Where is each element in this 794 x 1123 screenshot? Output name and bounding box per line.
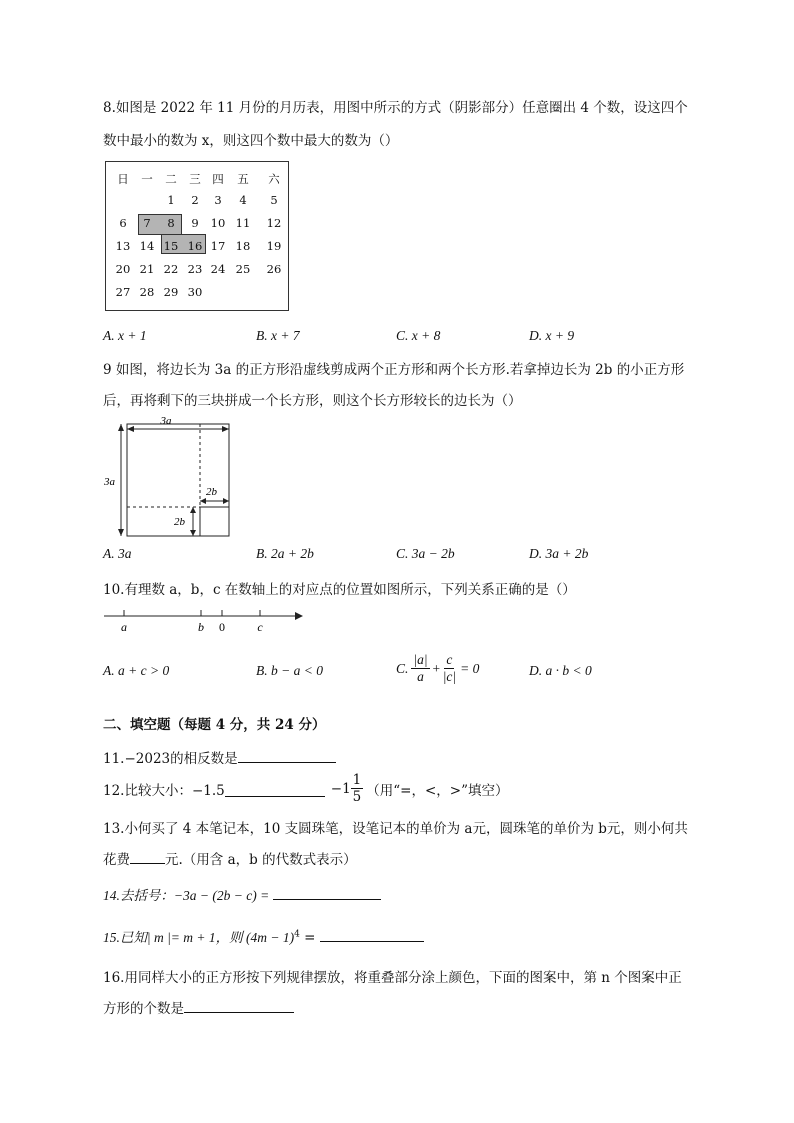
q15-prefix: 15.已知| m |= m + 1，则 (4m − 1) bbox=[103, 930, 295, 945]
q13-answer-blank[interactable] bbox=[130, 862, 165, 864]
q8-option-b: B. x + 7 bbox=[256, 328, 300, 343]
number-line bbox=[100, 604, 310, 636]
q15 bbox=[103, 926, 424, 946]
calendar-header: 四 bbox=[212, 172, 224, 186]
q11 bbox=[103, 747, 336, 767]
calendar-day: 2 bbox=[191, 193, 199, 207]
q16-line2 bbox=[103, 997, 294, 1017]
calendar-day: 12 bbox=[266, 216, 282, 230]
calendar-day: 26 bbox=[266, 262, 282, 276]
q10-option-d: D. a · b < 0 bbox=[529, 663, 592, 678]
calendar-header: 二 bbox=[165, 172, 177, 186]
calendar-day: 9 bbox=[191, 216, 199, 230]
calendar-day: 24 bbox=[210, 262, 226, 276]
q8-line2: 数中最小的数为 x，则这四个数中最大的数为（） bbox=[103, 133, 399, 149]
q13-line2 bbox=[103, 848, 357, 868]
calendar-day: 5 bbox=[270, 193, 278, 207]
calendar-day: 15 bbox=[163, 239, 179, 253]
q14-text: 14.去括号：−3a − (2b − c) = bbox=[103, 888, 270, 903]
q12-mid: −1 bbox=[330, 780, 351, 797]
q10-c-den2: |c| bbox=[442, 669, 457, 684]
q10-c-frac2 bbox=[443, 652, 456, 685]
calendar-day: 19 bbox=[266, 239, 282, 253]
calendar-day: 20 bbox=[115, 262, 131, 276]
calendar-day: 23 bbox=[187, 262, 203, 276]
q10-c-plus: + bbox=[431, 660, 441, 676]
section-title: 二、填空题（每题 4 分，共 24 分） bbox=[103, 717, 326, 733]
calendar-header: 六 bbox=[268, 172, 280, 186]
calendar-day: 29 bbox=[163, 285, 179, 299]
q8-option-a: A. x + 1 bbox=[103, 328, 147, 343]
q9-option-d: D. 3a + 2b bbox=[529, 546, 589, 561]
axis-label-zero: 0 bbox=[219, 620, 225, 634]
axis-label-c: c bbox=[257, 620, 263, 634]
q16-answer-blank[interactable] bbox=[184, 1011, 294, 1013]
q12-answer-blank[interactable] bbox=[225, 795, 325, 797]
q10-c-num1: |a| bbox=[413, 652, 428, 667]
q9-option-c: C. 3a − 2b bbox=[396, 546, 455, 561]
calendar-header: 五 bbox=[237, 172, 249, 186]
calendar-header: 日 bbox=[117, 172, 129, 186]
fig-label-right: 2b bbox=[206, 486, 217, 498]
q10-c-frac1 bbox=[411, 652, 429, 685]
q13-line1: 13.小何买了 4 本笔记本，10 支圆珠笔，设笔记本的单价为 a元，圆珠笔的单价为 b元，则小何共 bbox=[103, 821, 688, 837]
q12-fraction bbox=[351, 772, 364, 805]
q10-c-den1: a bbox=[417, 669, 424, 684]
q10-option-c bbox=[396, 652, 479, 685]
q8-option-d: D. x + 9 bbox=[529, 328, 575, 343]
q16-line1: 16.用同样大小的正方形按下列规律摆放，将重叠部分涂上颜色，下面的图案中，第 n 个图案中正 bbox=[103, 970, 682, 986]
q8-line1: 8.如图是 2022 年 11 月份的月历表，用图中所示的方式（阴影部分）任意圈出 4 个数，设这四个 bbox=[103, 100, 688, 116]
q11-text: 11.−2023的相反数是 bbox=[103, 751, 238, 767]
axis-label-a: a bbox=[121, 620, 127, 634]
calendar-day: 7 bbox=[143, 216, 151, 230]
q13-suffix: 元.（用含 a，b 的代数式表示） bbox=[165, 852, 357, 868]
q12-prefix: 12.比较大小：−1.5 bbox=[103, 782, 225, 799]
q14-answer-blank[interactable] bbox=[273, 898, 381, 900]
fig-label-bottom: 2b bbox=[174, 516, 185, 528]
q8-option-c: C. x + 8 bbox=[396, 328, 441, 343]
calendar-day: 22 bbox=[163, 262, 179, 276]
calendar-header: 三 bbox=[189, 172, 201, 186]
q10-line1: 10.有理数 a，b，c 在数轴上的对应点的位置如图所示，下列关系正确的是（） bbox=[103, 582, 576, 598]
calendar-day: 3 bbox=[214, 193, 222, 207]
calendar-day: 10 bbox=[210, 216, 226, 230]
q12-frac-den: 5 bbox=[352, 789, 362, 805]
fig-label-top: 3a bbox=[160, 415, 172, 427]
calendar-day: 18 bbox=[235, 239, 251, 253]
q10-option-a: A. a + c > 0 bbox=[103, 663, 170, 678]
q9-line2: 后，再将剩下的三块拼成一个长方形，则这个长方形较长的边长为（） bbox=[103, 393, 522, 409]
calendar-day: 17 bbox=[210, 239, 226, 253]
calendar-day: 13 bbox=[115, 239, 131, 253]
q14 bbox=[103, 884, 381, 904]
calendar-day: 11 bbox=[235, 216, 251, 230]
calendar-day: 4 bbox=[239, 193, 247, 207]
q9-option-a: A. 3a bbox=[103, 546, 132, 561]
calendar-day: 25 bbox=[235, 262, 251, 276]
calendar-header: 一 bbox=[141, 172, 153, 186]
axis-label-b: b bbox=[198, 620, 204, 634]
q10-c-num2: c bbox=[446, 652, 453, 667]
q9-line1: 9 如图，将边长为 3a 的正方形沿虚线剪成两个正方形和两个长方形.若拿掉边长为 2b 的小正方形 bbox=[103, 362, 685, 378]
q10-c-suffix: = 0 bbox=[460, 660, 480, 676]
q12-suffix: （用“=，<，>”填空） bbox=[366, 782, 509, 799]
q12 bbox=[103, 772, 509, 805]
calendar-day: 8 bbox=[167, 216, 175, 230]
fig-label-left: 3a bbox=[104, 476, 115, 488]
calendar-day: 16 bbox=[187, 239, 203, 253]
q13-prefix: 花费 bbox=[103, 852, 130, 868]
q11-answer-blank[interactable] bbox=[238, 761, 336, 763]
calendar-day: 28 bbox=[139, 285, 155, 299]
q15-suffix: = bbox=[299, 930, 316, 946]
q16-text: 方形的个数是 bbox=[103, 1001, 184, 1017]
calendar-day: 30 bbox=[187, 285, 203, 299]
calendar-figure bbox=[105, 161, 289, 311]
calendar-day: 21 bbox=[139, 262, 155, 276]
q12-frac-num: 1 bbox=[352, 772, 362, 788]
q10-option-b: B. b − a < 0 bbox=[256, 663, 323, 678]
calendar-day: 14 bbox=[139, 239, 155, 253]
calendar-day: 27 bbox=[115, 285, 131, 299]
q15-exponent: 4 bbox=[294, 929, 300, 940]
square-cut-figure bbox=[100, 410, 240, 542]
calendar-day: 6 bbox=[119, 216, 127, 230]
q9-option-b: B. 2a + 2b bbox=[256, 546, 314, 561]
q10-c-prefix: C. bbox=[396, 660, 409, 676]
calendar-day: 1 bbox=[167, 193, 175, 207]
q15-answer-blank[interactable] bbox=[320, 940, 424, 942]
